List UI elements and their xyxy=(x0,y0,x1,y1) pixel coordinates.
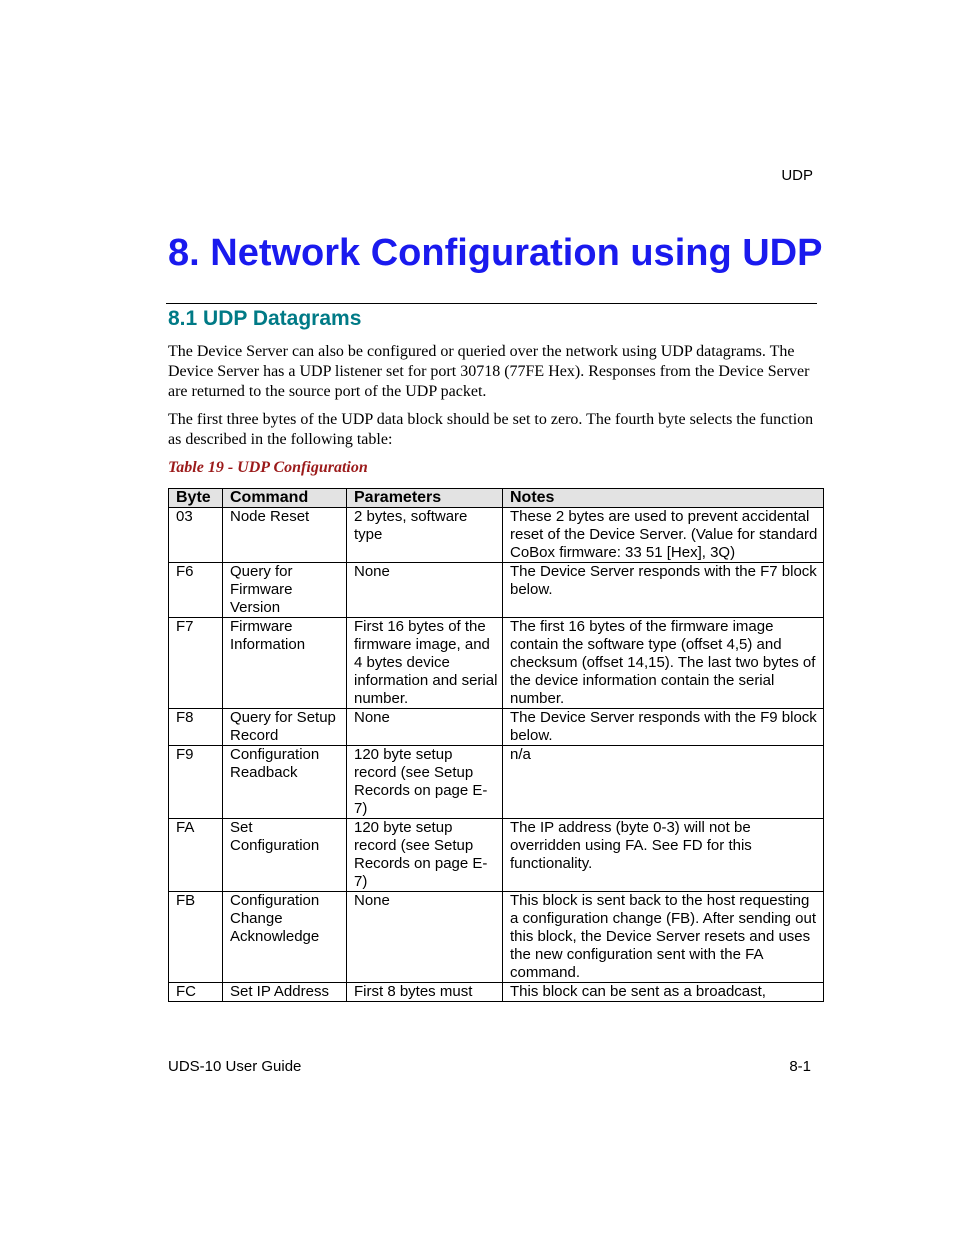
chapter-title: 8. Network Configuration using UDP xyxy=(168,232,823,274)
table-row xyxy=(169,746,824,819)
cell-byte: F8 xyxy=(169,709,223,746)
title-divider xyxy=(166,303,817,304)
cell-notes: These 2 bytes are used to prevent accidental reset of the Device Server. (Value for standard CoBox firmware: 33 51 [Hex], 3Q) xyxy=(503,508,824,563)
cell-command: Node Reset xyxy=(223,508,347,563)
running-header: UDP xyxy=(781,167,813,184)
table-row xyxy=(169,709,824,746)
table-row xyxy=(169,508,824,563)
cell-byte: F6 xyxy=(169,563,223,618)
cell-notes: The Device Server responds with the F7 block below. xyxy=(503,563,824,618)
cell-parameters: First 16 bytes of the firmware image, and 4 bytes device information and serial number. xyxy=(347,618,503,709)
cell-byte: 03 xyxy=(169,508,223,563)
cell-parameters: First 8 bytes must xyxy=(347,983,503,1002)
header-byte: Byte xyxy=(169,489,223,508)
table-header-row xyxy=(169,489,824,508)
cell-parameters: 2 bytes, software type xyxy=(347,508,503,563)
table-caption: Table 19 - UDP Configuration xyxy=(168,459,368,476)
cell-parameters: 120 byte setup record (see Setup Records on page E-7) xyxy=(347,746,503,819)
cell-parameters: None xyxy=(347,563,503,618)
footer-document-title: UDS-10 User Guide xyxy=(168,1058,302,1075)
header-command: Command xyxy=(223,489,347,508)
cell-notes: n/a xyxy=(503,746,824,819)
cell-command: Configuration Change Acknowledge xyxy=(223,892,347,983)
cell-parameters: 120 byte setup record (see Setup Records on page E-7) xyxy=(347,819,503,892)
cell-parameters: None xyxy=(347,709,503,746)
cell-notes: The first 16 bytes of the firmware image contain the software type (offset 4,5) and checksum (offset 14,15). The last two bytes of the device information contain the serial number. xyxy=(503,618,824,709)
cell-byte: FB xyxy=(169,892,223,983)
section-title: 8.1 UDP Datagrams xyxy=(168,307,362,330)
cell-command: Set Configuration xyxy=(223,819,347,892)
footer-page-number: 8-1 xyxy=(789,1058,811,1075)
cell-notes: This block is sent back to the host requesting a configuration change (FB). After sending out this block, the Device Server resets and uses the new configuration sent with the FA command. xyxy=(503,892,824,983)
table-row xyxy=(169,563,824,618)
cell-command: Query for Firmware Version xyxy=(223,563,347,618)
cell-parameters: None xyxy=(347,892,503,983)
table-row xyxy=(169,618,824,709)
body-paragraph-2: The first three bytes of the UDP data block should be set to zero. The fourth byte selects the function as described in the following table: xyxy=(168,411,814,448)
udp-configuration-table xyxy=(168,488,824,1002)
cell-command: Configuration Readback xyxy=(223,746,347,819)
cell-command: Set IP Address xyxy=(223,983,347,1002)
table-row xyxy=(169,819,824,892)
body-paragraph-1: The Device Server can also be configured or queried over the network using UDP datagrams. The Device Server has a UDP listener set for port 30718 (77FE Hex). Responses from the Device Server are returned to the source port of the UDP packet. xyxy=(168,343,810,400)
cell-byte: FA xyxy=(169,819,223,892)
table-row xyxy=(169,983,824,1002)
cell-command: Query for Setup Record xyxy=(223,709,347,746)
cell-byte: F9 xyxy=(169,746,223,819)
header-notes: Notes xyxy=(503,489,824,508)
cell-notes: This block can be sent as a broadcast, xyxy=(503,983,824,1002)
cell-notes: The IP address (byte 0-3) will not be overridden using FA. See FD for this functionality. xyxy=(503,819,824,892)
table-row xyxy=(169,892,824,983)
cell-byte: FC xyxy=(169,983,223,1002)
cell-command: Firmware Information xyxy=(223,618,347,709)
header-parameters: Parameters xyxy=(347,489,503,508)
cell-byte: F7 xyxy=(169,618,223,709)
cell-notes: The Device Server responds with the F9 block below. xyxy=(503,709,824,746)
